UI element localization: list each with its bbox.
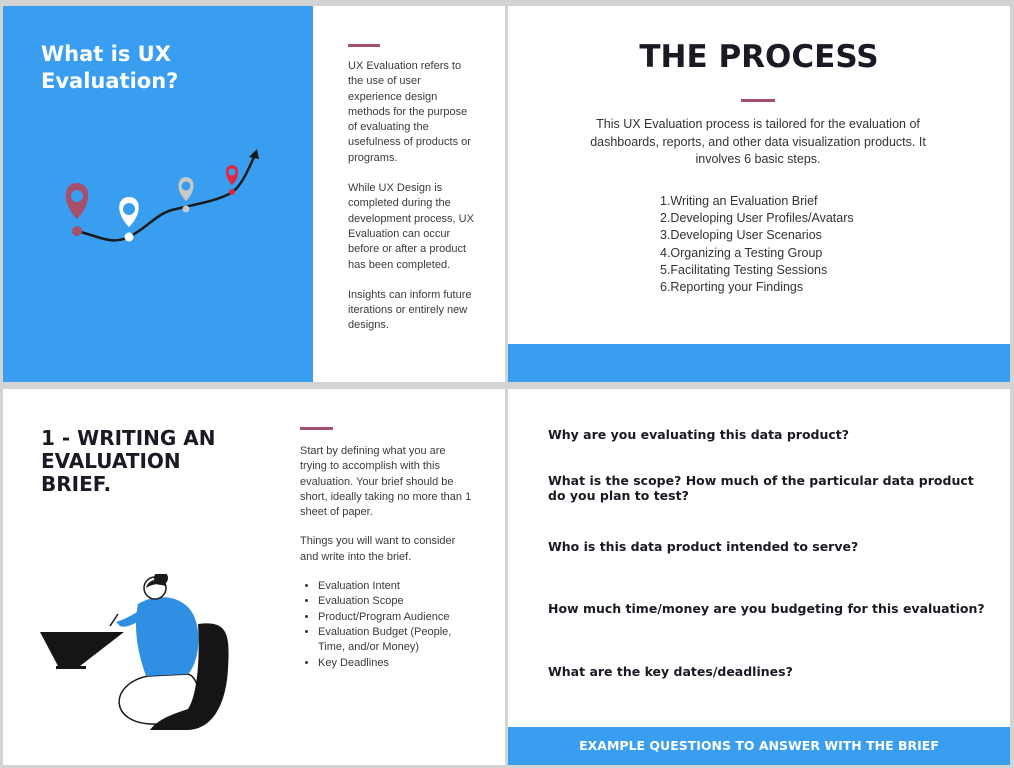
paragraph: Things you will want to consider and write into the brief.: [300, 535, 456, 563]
list-item: 1.Writing an Evaluation Brief: [660, 194, 818, 208]
slide-the-process: [508, 6, 1010, 382]
list-item: • Evaluation Scope: [318, 594, 472, 609]
paragraph: UX Evaluation refers to the use of user experience design methods for the purpose of evaluating the usefulness of products or programs.: [348, 60, 471, 164]
question: Why are you evaluating this data product?: [548, 427, 850, 442]
list-item: • Evaluation Budget (People, Time, and/or Money): [318, 625, 472, 656]
slide-example-questions: [508, 389, 1010, 765]
slide-what-is-ux-evaluation: [3, 6, 505, 382]
list-item: • Evaluation Intent: [318, 579, 472, 594]
question: How much time/money are you budgeting for this evaluation?: [548, 601, 985, 616]
list-item: 5.Facilitating Testing Sessions: [660, 262, 828, 277]
slide-writing-evaluation-brief: [3, 389, 505, 765]
question: What are the key dates/deadlines?: [548, 664, 793, 679]
list-item: 3.Developing User Scenarios: [660, 228, 822, 243]
list-item: 6.Reporting your Findings: [660, 280, 804, 295]
paragraph: Start by defining what you are trying to accomplish with this evaluation. Your brief should be short, ideally taking no more than 1 sheet of paper.: [300, 445, 472, 519]
list-item: • Key Deadlines: [318, 656, 472, 671]
brief-considerations-list: [300, 579, 472, 671]
footer-bar: [508, 344, 1010, 382]
body-text: [300, 444, 472, 671]
location-pins-growth-path-icon: [51, 141, 271, 251]
accent-line: [348, 44, 380, 47]
paragraph: Insights can inform future iterations or entirely new designs.: [348, 288, 472, 332]
paragraph: While UX Design is completed during the development process, UX Evaluation can occur before or after a product has been completed.: [348, 182, 474, 271]
question: Who is this data product intended to serve?: [548, 539, 859, 554]
list-item: 2.Developing User Profiles/Avatars: [660, 211, 854, 226]
footer-bar: EXAMPLE QUESTIONS TO ANSWER WITH THE BRIEF: [508, 727, 1010, 765]
process-description: This UX Evaluation process is tailored for the evaluation of dashboards, reports, and other data visualization products. It involves 6 basic steps.: [590, 117, 926, 166]
list-item: 4.Organizing a Testing Group: [660, 245, 823, 260]
body-text: [348, 59, 476, 349]
slide-title: What is UX Evaluation?: [41, 42, 179, 93]
accent-line: [741, 99, 775, 102]
list-item: • Product/Program Audience: [318, 610, 472, 625]
slide-title: 1 - WRITING AN EVALUATION BRIEF.: [41, 426, 216, 496]
process-steps-list: [660, 193, 854, 296]
woman-writing-at-desk-icon: [38, 574, 238, 734]
question: What is the scope? How much of the particular data product do you plan to test?: [548, 473, 974, 503]
slide-title: THE PROCESS: [639, 39, 879, 75]
accent-line: [300, 427, 333, 430]
